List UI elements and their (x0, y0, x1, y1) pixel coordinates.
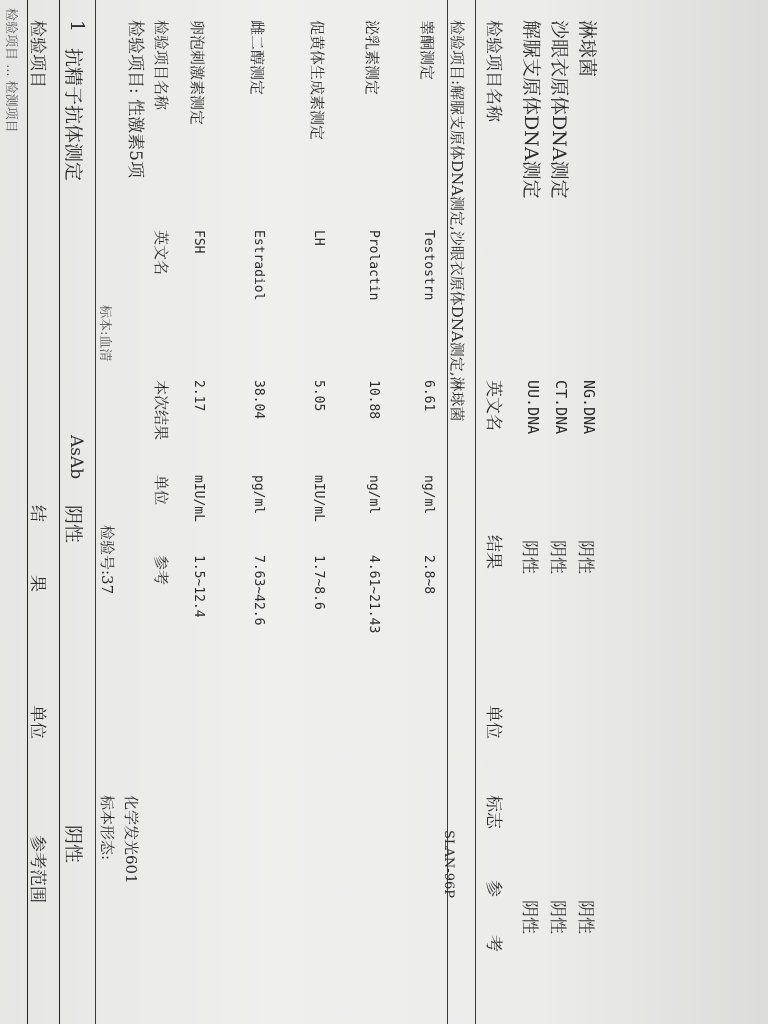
hormone-name: 泌乳素测定 (363, 20, 381, 96)
hormone-header-ref: 参考 (152, 555, 170, 586)
hormone-unit: mIU/mL (191, 475, 206, 522)
dna-ref: 阴性 (519, 900, 539, 934)
hormone-value: 6.61 (421, 380, 436, 412)
sample-type-label: 标本形态: (98, 795, 116, 861)
col-header-result-2: 果 (27, 575, 47, 592)
hormone-en: Prolactin (366, 230, 381, 301)
dna-title-rule (475, 0, 476, 1024)
hormone-unit: mIU/mL (311, 475, 326, 522)
hormone-name: 卵泡刺激素测定 (188, 20, 206, 126)
dna-header-unit: 单位 (483, 705, 503, 739)
dna-header-name: 检验项目名称 (483, 20, 503, 122)
dna-header-ref-2: 考 (483, 935, 503, 952)
hormone-ref: 1.7~8.6 (311, 555, 326, 610)
dna-header-result: 结果 (483, 535, 503, 569)
instrument-name: 化学发光601 (122, 795, 140, 884)
dna-name: 淋球菌 (576, 20, 598, 78)
dna-en: NG.DNA (580, 380, 598, 435)
dna-ref: 阴性 (547, 900, 567, 934)
dna-result: 阴性 (575, 540, 595, 574)
header-rule (59, 0, 60, 1024)
antisperm-reference: 阴性 (62, 825, 84, 864)
hormone-en: Estradiol (251, 230, 266, 301)
dna-en: CT.DNA (552, 380, 570, 435)
hormone-value: 10.88 (366, 380, 381, 420)
dna-ref: 阴性 (575, 900, 595, 934)
hormone-header-unit: 单位 (152, 475, 170, 506)
dna-header-flag: 标志 (483, 795, 503, 829)
dna-name: 沙眼衣原体DNA测定 (548, 20, 570, 199)
hormone-unit: ng/ml (366, 475, 381, 515)
hormone-header-name: 检验项目名称 (152, 20, 170, 111)
dna-section-title: 检验项目:解脲支原体DNA测定,沙眼衣原体DNA测定,淋球菌 (448, 20, 466, 422)
hormone-name: 睾酮测定 (418, 20, 436, 81)
hormone-unit: pg/ml (251, 475, 266, 515)
hormone-value: 38.04 (251, 380, 266, 420)
hormone-ref: 2.8~8 (421, 555, 436, 595)
dna-en: UU.DNA (524, 380, 542, 435)
antisperm-result: 阴性 (62, 505, 84, 544)
antisperm-abbr: AsAb (66, 435, 86, 480)
hormone-header-en: 英文名 (152, 230, 170, 276)
hormone-header-value: 本次结果 (152, 380, 170, 441)
hormone-en: LH (311, 230, 326, 246)
hormone-en: Testostrn (421, 230, 436, 301)
hormone-ref: 1.5~12.4 (191, 555, 206, 618)
hormone-name: 促黄体生成素测定 (308, 20, 326, 141)
hormone-en: FSH (191, 230, 206, 254)
hormone-unit: ng/ml (421, 475, 436, 515)
dna-result: 阴性 (547, 540, 567, 574)
dna-instrument: SLAN-96P (441, 830, 456, 898)
col-header-reference: 参考范围 (27, 835, 47, 903)
hormone-ref: 7.63~42.6 (251, 555, 266, 626)
antisperm-index: 1 (66, 20, 88, 33)
hormone-value: 2.17 (191, 380, 206, 412)
dna-result: 阴性 (519, 540, 539, 574)
cut-header-text: 检验项目 ... 检测项目 (3, 8, 18, 133)
dna-header-ref-1: 参 (483, 880, 503, 897)
hormone-ref: 4.61~21.43 (366, 555, 381, 634)
test-number: 检验号:37 (98, 525, 116, 595)
hormone-name: 雌二醇测定 (248, 20, 266, 96)
col-header-unit: 单位 (27, 705, 47, 739)
hormone-value: 5.05 (311, 380, 326, 412)
antisperm-rule (95, 0, 96, 1024)
antisperm-name: 抗精子抗体测定 (62, 48, 84, 182)
hormone-section-title: 检验项目: 性激素5项 (125, 20, 145, 178)
col-header-result-1: 结 (27, 505, 47, 522)
specimen-type: 标本:血清 (97, 305, 112, 362)
dna-name: 解脲支原体DNA测定 (520, 20, 542, 199)
col-header-item: 检验项目 (27, 20, 47, 88)
dna-header-en: 英文名 (483, 380, 503, 431)
